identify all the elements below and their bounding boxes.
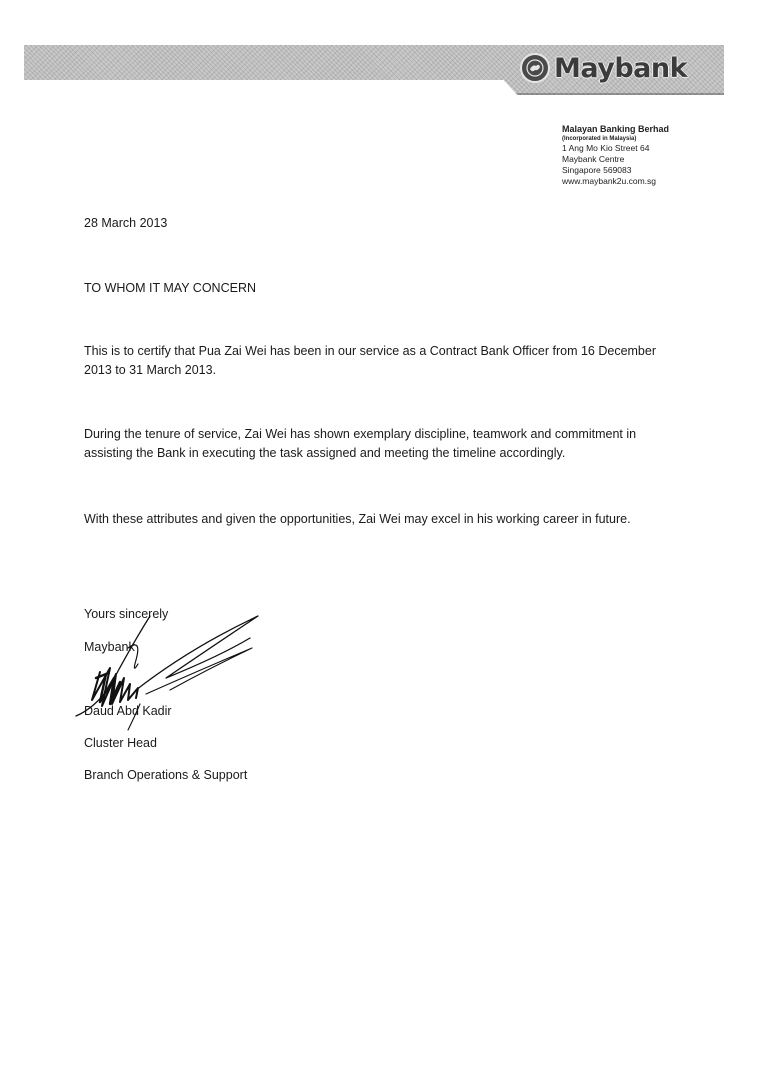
salutation: TO WHOM IT MAY CONCERN (84, 281, 256, 295)
company-name: Malayan Banking Berhad (562, 124, 670, 134)
signer-name: Daud Abd Kadir (84, 704, 172, 718)
handwritten-signature (70, 608, 270, 733)
organization-name: Maybank (84, 640, 135, 654)
brand-name: Maybank (554, 52, 688, 84)
body-paragraph: During the tenure of service, Zai Wei has shown exemplary discipline, teamwork and commitment in assisting the Bank in executing the task assigned and meeting the timeline accordingly. (84, 427, 637, 460)
closing: Yours sincerely (84, 607, 169, 621)
signer-department: Branch Operations & Support (84, 768, 248, 782)
company-address (562, 124, 669, 187)
tiger-emblem-icon (520, 53, 550, 83)
maybank-logo (520, 50, 687, 86)
address-line: 1 Ang Mo Kio Street 64 (562, 143, 650, 153)
address-line: Maybank Centre (562, 154, 625, 164)
signer-title: Cluster Head (84, 736, 157, 750)
body-paragraph: This is to certify that Pua Zai Wei has been in our service as a Contract Bank Officer from 16 December 2013 to 31 March 2013. (84, 344, 657, 377)
address-line: Singapore 569083 (562, 165, 632, 175)
letter-date: 28 March 2013 (84, 216, 168, 230)
website-link[interactable]: www.maybank2u.com.sg (562, 176, 657, 186)
incorporation-note: (Incorporated in Malaysia) (562, 136, 637, 142)
body-paragraph: With these attributes and given the opportunities, Zai Wei may excel in his working career in future. (84, 512, 631, 526)
